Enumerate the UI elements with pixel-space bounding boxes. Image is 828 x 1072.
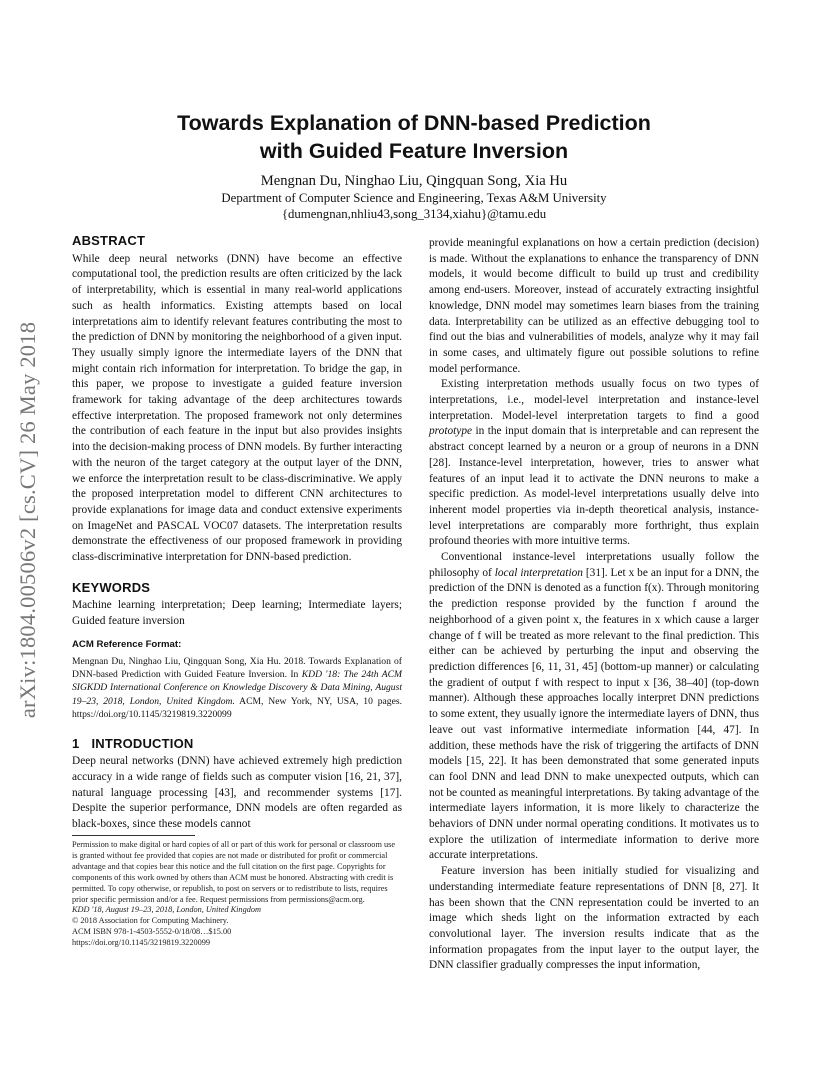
title-line-1: Towards Explanation of DNN-based Prediction <box>177 111 651 135</box>
footnote <box>72 840 402 949</box>
arxiv-stamp-text: arXiv:1804.00506v2 [cs.CV] 26 May 2018 <box>15 321 40 719</box>
paper-title <box>100 109 728 165</box>
paragraph-2-b: in the input domain that is interpretable and can represent the abstract concept learned by a neuron or a group of neurons in a DNN [28]. Instance-level interpretation, however, tries to answer what features of an input lead it to activate the DNN neurons to make a specific prediction. As model-level interpretations usually delve into inherent model properties via in-depth theoretical analysis, instance-level interpretations are comparably more forthright, thus explain profound theories with more intuitive terms. <box>429 425 759 548</box>
paragraph-4: Feature inversion has been initially studied for visualizing and understanding intermediate feature representations of DNN [8, 27]. It has been shown that the CNN representation could be inverted to an image which sheds light on the information extracted by each convolutional layer. The inversion results indicate that as the information propagates from the input layer to the output layer, the DNN classifier gradually compresses the input information, <box>429 865 759 972</box>
right-column <box>429 236 759 974</box>
acm-reference-venue: KDD '18: The 24th ACM SIGKDD International Conference on Knowledge Discovery & Data Mining, August 19–23, 2018, London, United Kingdom. <box>72 668 402 707</box>
acm-reference-heading: ACM Reference Format: <box>72 638 182 650</box>
paragraph-3-emphasis: local interpretation <box>494 566 583 579</box>
paragraph-3 <box>429 550 759 864</box>
footnote-conference: KDD '18, August 19–23, 2018, London, United Kingdom <box>72 905 262 915</box>
footnote-copyright: © 2018 Association for Computing Machinery. <box>72 916 229 926</box>
emails: {dumengnan,nhliu43,song_3134,xiahu}@tamu.edu <box>281 207 547 221</box>
acm-reference-body <box>72 655 402 722</box>
affiliation: Department of Computer Science and Engineering, Texas A&M University <box>221 191 607 205</box>
keywords-heading: KEYWORDS <box>72 579 151 595</box>
left-column <box>72 233 402 833</box>
acm-reference-authors: Mengnan Du, Ninghao Liu, Qingquan Song, Xia Hu. 2018. Towards Explanation of DNN-based Prediction with Guided Feature Inversion. In <box>72 655 402 680</box>
paragraph-2-emphasis: prototype <box>429 425 473 438</box>
footnote-permission: Permission to make digital or hard copies of all or part of this work for personal or classroom use is granted without fee provided that copies are not made or distributed for profit or commercial advantage and that copies bear this notice and the full citation on the first page. Copyrights for components of this work owned by others than ACM must be honored. Abstracting with credit is permitted. To copy otherwise, or republish, to post on servers or to redistribute to lists, requires prior specific permission and/or a fee. Request permissions from permissions@acm.org. <box>72 840 396 904</box>
abstract-heading: ABSTRACT <box>72 233 146 248</box>
footnote-isbn: ACM ISBN 978-1-4503-5552-0/18/08…$15.00 <box>72 927 232 937</box>
paragraph-2 <box>429 377 759 550</box>
paragraph-3-b: [31]. Let x be an input for a DNN, the prediction of the DNN is denoted as a function f(x). Through monitoring the prediction response provided by the function f around the neighborhood of a given point x, the features in x which cause a larger change of f will be treated as more relevant to the final prediction. This either can be achieved by perturbing the input and observing the prediction differences [6, 11, 31, 45] (bottom-up manner) or calculating the gradient of output f with respect to input x [36, 38–40] (top-down manner). Although these approaches locally interpret DNN predictions to some extent, they usually ignore the intermediate layers of DNN, thus leave out vast informative intermediate information [44, 47]. In addition, these methods have the risk of triggering the artifacts of DNN models [15, 22]. It has been demonstrated that some generated inputs can fool DNN and lead DNN to make unexpected outputs, which can not be counted as meaningful interpretations. By taking advantage of the intermediate layers information, it is more likely to characterize the behaviors of DNN under normal operating conditions. It motivates us to explore the utilization of intermediate information to derive more accurate interpretations. <box>429 566 760 862</box>
paragraph-1: provide meaningful explanations on how a certain prediction (decision) is made. Without the explanations to enhance the transparency of DNN models, it would become difficult to build up trust and credibility among end-users. Moreover, instead of accurately extracting insightful knowledge, DNN model may sometimes learn biases from the training data. Interpretability can be utilized as an effective debugging tool to find out the bias and vulnerabilities of models, analyze why it may fail in some cases, and ultimately figure out possible solutions to refine model performance. <box>429 237 759 375</box>
introduction-title: INTRODUCTION <box>91 735 194 751</box>
acm-reference-rest: ACM, New York, NY, USA, 10 pages. https://doi.org/10.1145/3219819.3220099 <box>72 695 402 721</box>
authors: Mengnan Du, Ninghao Liu, Qingquan Song, Xia Hu <box>260 173 568 189</box>
arxiv-stamp <box>12 270 44 770</box>
footnote-rule <box>72 835 195 836</box>
paragraph-3-a: Conventional instance-level interpretations usually follow the philosophy of <box>429 551 759 579</box>
title-line-2: with Guided Feature Inversion <box>259 139 569 163</box>
abstract-text: While deep neural networks (DNN) have become an effective computational tool, the prediction results are often criticized by the lack of interpretability, which is essential in many real-world applications such as health informatics. Existing attempts based on local interpretations aim to identify relevant features contributing the most to the prediction of DNN by monitoring the neighborhood of a given input. They usually simply ignore the intermediate layers of the DNN that might contain rich information for interpretation. To bridge the gap, in this paper, we propose to investigate a guided feature inversion framework for taking advantage of the deep architectures towards effective interpretation. The proposed framework not only determines the contribution of each feature in the input but also provides insights into the decision-making process of DNN models. By further interacting with the neuron of the target category at the output layer of the DNN, we enforce the interpretation result to be class-discriminative. We apply the proposed interpretation model to different CNN architectures to provide explanations for image data and conduct extensive experiments on ImageNet and PASCAL VOC07 datasets. The interpretation results demonstrate the effectiveness of our proposed framework in providing class-discriminative interpretation for DNN-based prediction. <box>72 252 402 564</box>
introduction-number: 1 <box>72 735 80 751</box>
introduction-heading <box>72 736 402 752</box>
keywords-text: Machine learning interpretation; Deep learning; Intermediate layers; Guided feature inversion <box>72 599 402 628</box>
introduction-paragraph: Deep neural networks (DNN) have achieved extremely high prediction accuracy in a wide range of fields such as computer vision [16, 21, 37], natural language processing [43], and recommender systems [17]. Despite the superior performance, DNN models are often regarded as black-boxes, since these models cannot <box>72 755 402 831</box>
paragraph-2-a: Existing interpretation methods usually focus on two types of interpretations, i.e., model-level interpretation and instance-level interpretation. Model-level interpretation targets to find a good <box>429 378 759 422</box>
footnote-doi: https://doi.org/10.1145/3219819.3220099 <box>72 938 211 948</box>
